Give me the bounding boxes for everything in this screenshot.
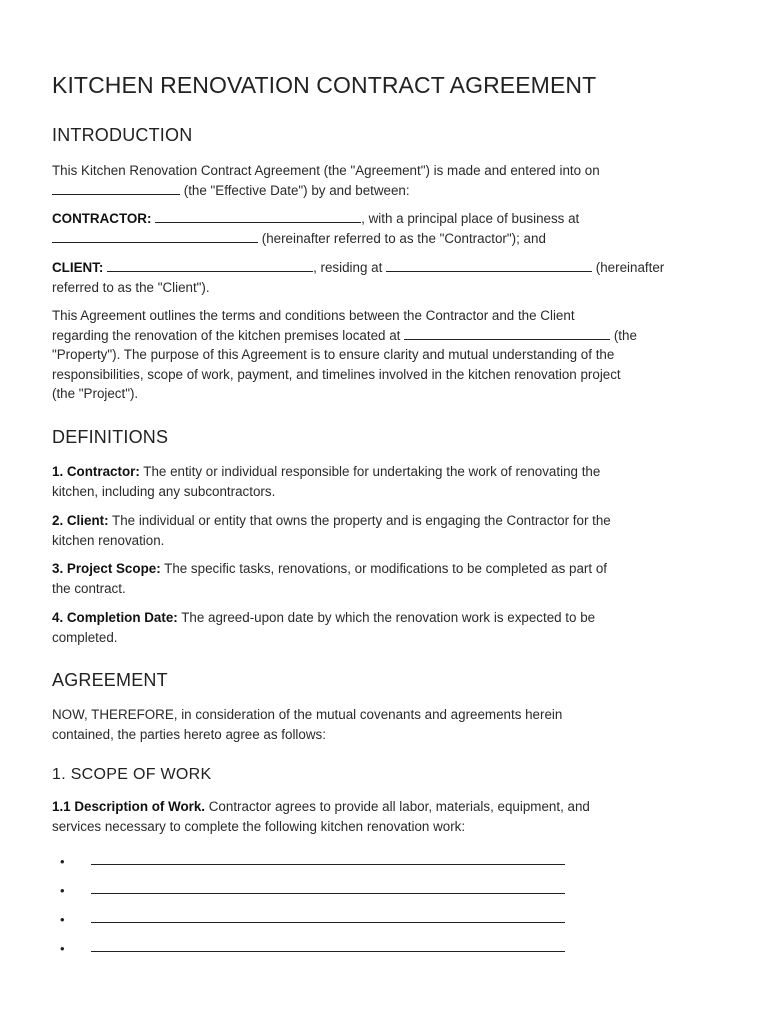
definition-item: 1. Contractor: The entity or individual responsible for undertaking the work of renovating the kitchen, including any subcontractors. <box>52 464 601 499</box>
definitions-heading: DEFINITIONS <box>52 427 169 447</box>
client-address-field[interactable] <box>386 258 592 272</box>
client-line-1: CLIENT: , residing at (hereinafter <box>52 260 665 275</box>
outline-paragraph: This Agreement outlines the terms and conditions between the Contractor and the Client regarding the renovation of the kitchen premises located at (the "Property"). The purpose of this Agreement is to ensure clarity and mutual understanding of the responsibilities, scope of work, payment, and timelines involved in the kitchen renovation project (the "Project"). <box>52 308 637 402</box>
introduction-heading: INTRODUCTION <box>52 125 193 145</box>
intro-paragraph <box>52 161 722 200</box>
client-name-field[interactable] <box>107 258 313 272</box>
scope-item-field[interactable] <box>91 910 565 923</box>
definition-item: 2. Client: The individual or entity that owns the property and is engaging the Contractor for the kitchen renovation. <box>52 513 611 548</box>
bullet-icon: • <box>60 883 65 898</box>
contractor-line-1: CONTRACTOR: , with a principal place of business at <box>52 211 580 226</box>
bullet-icon: • <box>60 912 65 927</box>
scope-item-field[interactable] <box>91 852 565 865</box>
contractor-paragraph <box>52 209 722 248</box>
contractor-line-2: (hereinafter referred to as the "Contractor"); and <box>52 229 722 249</box>
client-label: CLIENT: <box>52 260 104 275</box>
agreement-paragraph: NOW, THEREFORE, in consideration of the mutual covenants and agreements herein contained, the parties hereto agree as follows: <box>52 707 563 742</box>
contractor-name-field[interactable] <box>155 209 361 223</box>
scope-item-field[interactable] <box>91 881 565 894</box>
agreement-heading: AGREEMENT <box>52 670 168 690</box>
definition-item: 4. Completion Date: The agreed-upon date by which the renovation work is expected to be completed. <box>52 610 596 645</box>
intro-line-1: This Kitchen Renovation Contract Agreement (the "Agreement") is made and entered into on <box>52 163 600 178</box>
intro-line-2: (the "Effective Date") by and between: <box>52 181 722 201</box>
scope-description: 1.1 Description of Work. Contractor agrees to provide all labor, materials, equipment, and services necessary to complete the following kitchen renovation work: <box>52 799 590 834</box>
document-title: KITCHEN RENOVATION CONTRACT AGREEMENT <box>52 72 597 98</box>
contractor-label: CONTRACTOR: <box>52 211 152 226</box>
property-address-field[interactable] <box>404 326 610 340</box>
contractor-address-field[interactable] <box>52 229 258 243</box>
client-paragraph <box>52 258 722 297</box>
bullet-icon: • <box>60 941 65 956</box>
client-line-2: referred to as the "Client"). <box>52 279 210 295</box>
scope-item-field[interactable] <box>91 939 565 952</box>
definition-item: 3. Project Scope: The specific tasks, renovations, or modifications to be completed as part of the contract. <box>52 561 607 596</box>
effective-date-field[interactable] <box>52 181 180 195</box>
bullet-icon: • <box>60 854 65 869</box>
scope-heading: 1. SCOPE OF WORK <box>52 766 212 783</box>
